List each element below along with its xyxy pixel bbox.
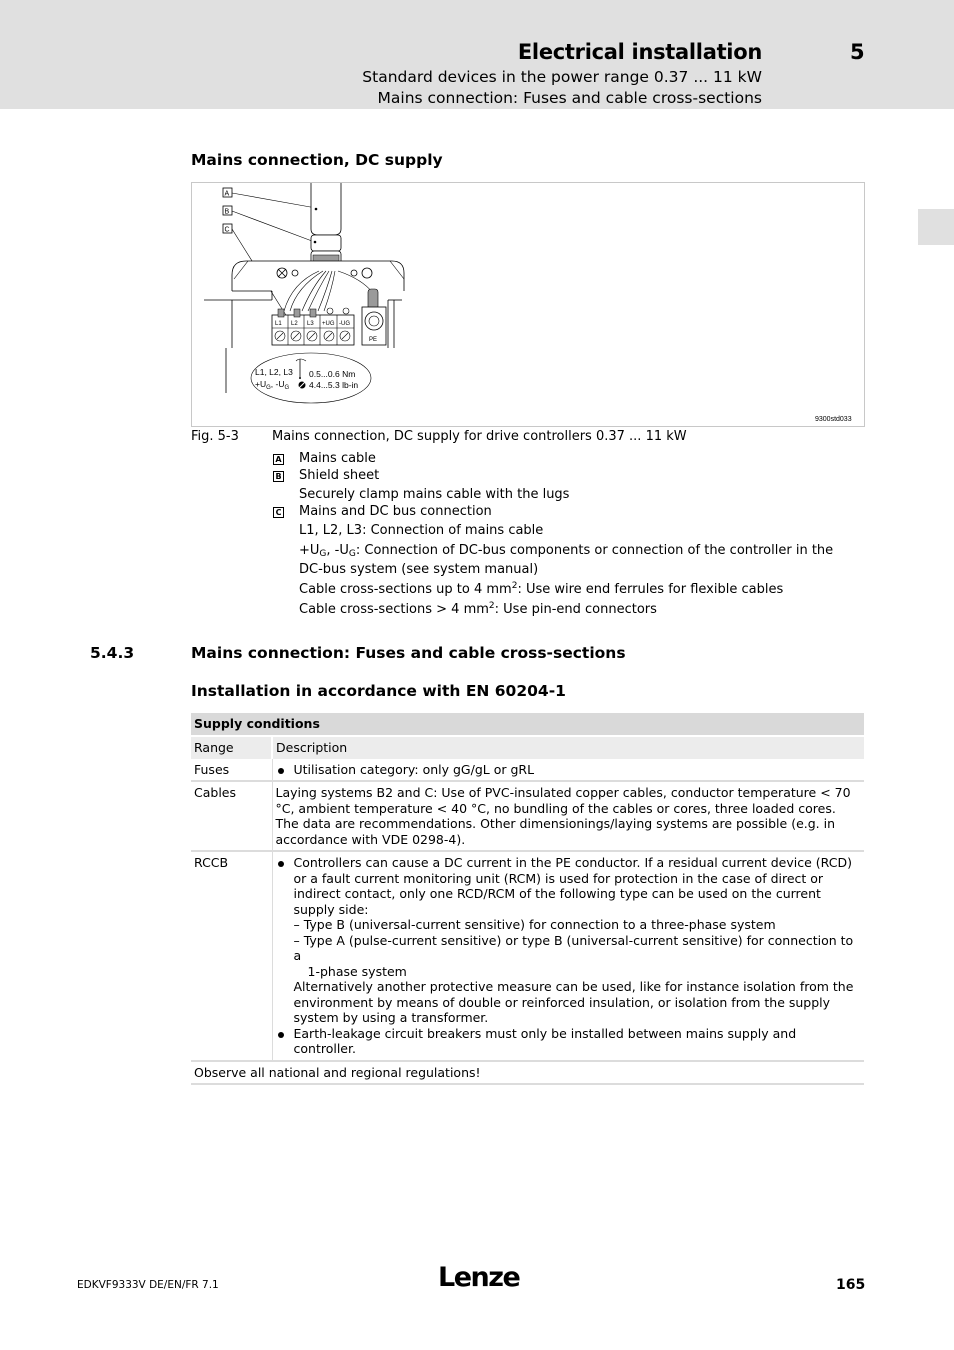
legend-note-c4: Cable cross-sections > 4 $mm^2$: Use pin-end connectors (299, 601, 657, 617)
row-label-fuses: Fuses (191, 759, 272, 782)
table-row-note (191, 1061, 864, 1085)
legend-item-a (273, 451, 853, 468)
torque-terminals: L1, L2, L3 (255, 367, 293, 377)
section-number: 5.4.3 (90, 644, 135, 662)
table-header-row (191, 736, 864, 759)
terminal-plus-ug: +UG (322, 321, 335, 327)
wiring-diagram (192, 183, 864, 426)
legend-item-c (273, 504, 853, 523)
torque-ug-label: $+U_G$, $-U_G$ (255, 379, 290, 391)
section-heading: Mains connection, DC supply (191, 151, 443, 169)
page-number: 165 (836, 1277, 866, 1293)
figure-legend (273, 451, 853, 616)
row-label-rccb: RCCB (191, 851, 272, 1061)
col-header-description: Description (272, 736, 864, 759)
supply-conditions-table (191, 713, 864, 1085)
rccb-text-3: Earth-leakage circuit breakers must only be installed between mains supply and controller. (276, 1026, 862, 1057)
fuses-text: Utilisation category: only gG/gL or gRL (276, 762, 862, 778)
footer-doc-id: EDKVF9333V DE/EN/FR 7.1 (77, 1279, 219, 1291)
label-b: B (224, 208, 230, 216)
legend-note-c1: L1, L2, L3: Connection of mains cable (299, 523, 544, 538)
rccb-text-2: Alternatively another protective measure can be used, like for instance isolation from the environment by means of double or reinforced insulation, or isolation from the supply system by using a transformer. (293, 979, 854, 1025)
terminal-minus-ug: -UG (339, 321, 350, 327)
legend-note-c3: Cable cross-sections up to 4 $mm^2$: Use wire end ferrules for flexible cables (299, 581, 784, 597)
figure-caption-text: Mains connection, DC supply for drive controllers 0.37 ... 11 kW (272, 429, 687, 444)
legend-key-a: A (273, 454, 284, 465)
legend-text-b: Shield sheet (299, 468, 380, 483)
figure-frame (191, 182, 865, 427)
pe-label: PE (369, 337, 378, 343)
header-subtitle-2: Mains connection: Fuses and cable cross-sections (377, 89, 762, 107)
row-label-cables: Cables (191, 781, 272, 851)
table-row-cables (191, 781, 864, 851)
rccb-text-1: Controllers can cause a DC current in the PE conductor. If a residual current device (RCD) or a fault current monitoring unit (RCM) is used for protection in the case of direct or indirect contact, only one RCD/RCM of the following type can be used on the current supply side: (276, 855, 862, 917)
header-subtitle-1: Standard devices in the power range 0.37 ... 11 kW (362, 68, 762, 86)
legend-text-a: Mains cable (299, 451, 376, 466)
legend-key-c: C (273, 507, 284, 518)
legend-text-c: Mains and DC bus connection (299, 504, 492, 519)
rccb-dash-1: – Type B (universal-current sensitive) for connection to a three-phase system (293, 917, 776, 932)
legend-note-b: Securely clamp mains cable with the lugs (299, 487, 570, 502)
table-row-fuses (191, 759, 864, 782)
subsection-title: Installation in accordance with EN 60204-1 (191, 682, 566, 700)
cables-text: Laying systems B2 and C: Use of PVC-insulated copper cables, conductor temperature < 70 °C, ambient temperature < 40 °C, no bundling of the cables or cores, three loaded cores. The data are recommendations. Other dimensionings/laying systems are possible (e.g. in accordance with VDE 0298-4). (272, 781, 864, 851)
terminal-l3: L3 (307, 321, 314, 327)
table-footer-note: Observe all national and regional regulations! (191, 1061, 864, 1085)
torque-lbin: 4.4...5.3 lb-in (309, 380, 359, 390)
torque-nm: 0.5...0.6 Nm (309, 369, 356, 379)
chapter-title: Electrical installation (517, 40, 762, 64)
legend-key-b: B (273, 471, 284, 482)
chapter-side-tab (918, 209, 954, 245)
section-title: Mains connection: Fuses and cable cross-sections (191, 644, 626, 662)
lenze-logo: Lenze (438, 1262, 520, 1293)
table-title: Supply conditions (191, 713, 864, 736)
legend-note-c2: $+U_G$, $-U_G$: Connection of DC-bus components or connection of the controller in the DC-bus system (see system manual) (299, 543, 834, 577)
chapter-number: 5 (850, 40, 865, 64)
figure-caption-label: Fig. 5-3 (191, 429, 239, 444)
figure-id: 9300std033 (815, 416, 852, 423)
label-c: C (224, 226, 230, 234)
legend-item-b (273, 468, 853, 486)
label-a: A (224, 190, 230, 198)
rccb-dash-2b: 1-phase system (307, 963, 407, 979)
terminal-l1: L1 (275, 321, 282, 327)
table-title-row (191, 713, 864, 736)
rccb-dash-2a: – Type A (pulse-current sensitive) or type B (universal-current sensitive) for connection to a (293, 932, 854, 963)
terminal-l2: L2 (291, 321, 298, 327)
table-row-rccb (191, 851, 864, 1061)
col-header-range: Range (191, 736, 272, 759)
